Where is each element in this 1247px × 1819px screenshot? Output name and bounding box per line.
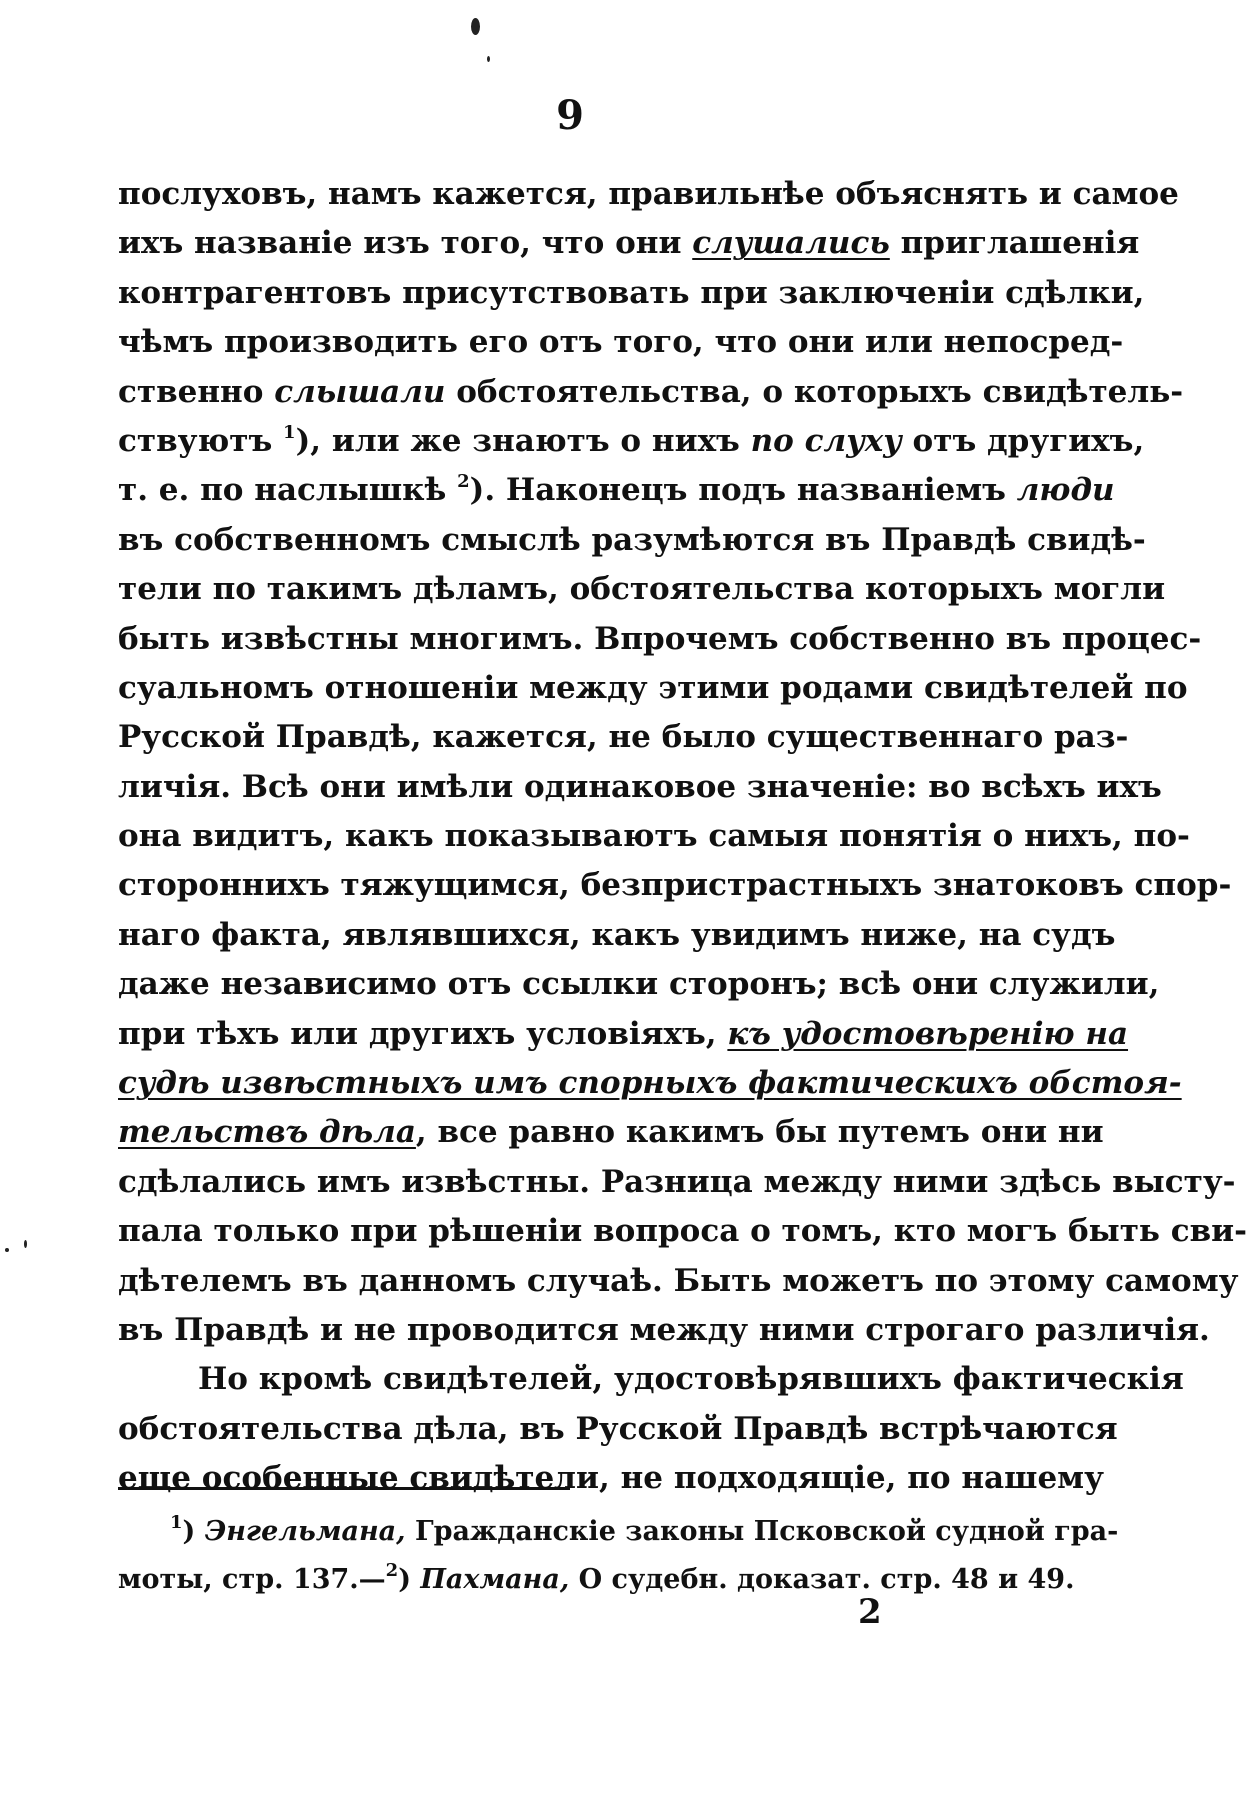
text-run: при тѣхъ или другихъ условіяхъ, — [118, 1015, 728, 1052]
body-line — [118, 1010, 1129, 1059]
text-run: ). Наконецъ подъ названіемъ — [469, 472, 1017, 509]
text-run: обстоятельства, о которыхъ свидѣтель- — [445, 373, 1184, 410]
text-run: контрагентовъ присутствовать при заключеніи сдѣлки, — [118, 274, 1145, 311]
underlined-italic-text: къ удостовѣренію на — [727, 1015, 1129, 1052]
text-run: моты, стр. 137.— — [118, 1564, 386, 1595]
text-run: стороннихъ тяжущимся, безпристрастныхъ знатоковъ спор- — [118, 867, 1232, 904]
text-run: сдѣлались имъ извѣстны. Разница между ними здѣсь высту- — [118, 1163, 1236, 1200]
body-line — [118, 615, 1202, 664]
body-line — [118, 417, 1145, 466]
text-run: ), или же знаютъ о нихъ — [295, 422, 751, 459]
text-run: чѣмъ производить его отъ того, что они или непосред- — [118, 324, 1124, 361]
italic-text: люди — [1016, 472, 1115, 509]
text-run: , все равно какимъ бы путемъ они ни — [415, 1114, 1104, 1151]
text-run: О судебн. доказат. стр. 48 и 49. — [569, 1564, 1075, 1595]
text-run: ) — [182, 1516, 205, 1547]
text-run: дѣтелемъ въ данномъ случаѣ. Быть можетъ по этому самому — [118, 1262, 1239, 1299]
printer-signature-mark: 2 — [858, 1592, 882, 1632]
footnote-marker: 2 — [457, 471, 470, 493]
body-line — [118, 269, 1145, 318]
ink-speck — [5, 1248, 9, 1252]
italic-text: слышали — [274, 373, 446, 410]
body-line — [118, 763, 1162, 812]
italic-text: по слуху — [750, 422, 902, 459]
text-run: ) — [398, 1564, 421, 1595]
text-run: пала только при рѣшеніи вопроса о томъ, кто могъ быть сви- — [118, 1213, 1247, 1250]
body-line — [118, 1454, 1104, 1503]
footnote-marker: 1 — [170, 1512, 183, 1533]
body-line — [118, 911, 1116, 960]
text-run: послуховъ, намъ кажется, правильнѣе объяснять и самое — [118, 176, 1179, 212]
body-line — [118, 1405, 1118, 1454]
body-line — [118, 812, 1190, 861]
underlined-italic-text: тельствъ дѣла — [118, 1114, 416, 1151]
body-line — [118, 1257, 1239, 1306]
footnotes — [118, 1508, 1119, 1604]
ink-speck — [487, 56, 490, 62]
body-line — [118, 318, 1124, 367]
text-run: быть извѣстны многимъ. Впрочемъ собственно въ процес- — [118, 620, 1202, 657]
text-run: ихъ названіе изъ того, что они — [118, 225, 693, 262]
text-run: приглашенія — [889, 225, 1140, 262]
text-run: она видитъ, какъ показываютъ самыя понятія о нихъ, по- — [118, 818, 1190, 855]
body-line — [118, 466, 1115, 515]
footnote-marker: 1 — [283, 421, 296, 443]
text-run: суальномъ отношеніи между этими родами свидѣтелей по — [118, 669, 1188, 706]
text-run: Русской Правдѣ, кажется, не было существеннаго раз- — [118, 719, 1129, 756]
text-run: наго факта, являвшихся, какъ увидимъ ниже, на судъ — [118, 916, 1116, 953]
text-run: въ Правдѣ и не проводится между ними строгаго различія. — [118, 1311, 1210, 1348]
text-run: т. е. по наслышкѣ — [118, 472, 458, 509]
underlined-italic-text: слушались — [692, 225, 890, 262]
ink-speck — [471, 18, 480, 35]
body-line — [118, 713, 1129, 762]
text-run: ствуютъ — [118, 422, 284, 459]
footnote-line — [118, 1556, 1075, 1604]
body-line — [118, 960, 1160, 1009]
body-line — [118, 368, 1184, 417]
ink-speck — [24, 1240, 27, 1248]
body-line — [118, 1306, 1210, 1355]
footnote-separator — [118, 1487, 570, 1490]
main-text — [118, 170, 1247, 1504]
body-line — [118, 1059, 1182, 1108]
body-line — [118, 219, 1140, 268]
body-line — [118, 861, 1232, 910]
footnote-line — [118, 1508, 1119, 1556]
body-line — [118, 1355, 1184, 1404]
text-run: ственно — [118, 373, 275, 410]
page-number: 9 — [556, 92, 584, 139]
body-line — [118, 1158, 1236, 1207]
text-run: тели по такимъ дѣламъ, обстоятельства которыхъ могли — [118, 571, 1166, 608]
body-line — [118, 565, 1166, 614]
underlined-italic-text: судѣ извѣстныхъ имъ спорныхъ фактическихъ обстоя- — [118, 1065, 1182, 1102]
text-run: отъ другихъ, — [901, 422, 1145, 459]
body-line — [118, 516, 1146, 565]
text-run: Но кромѣ свидѣтелей, удостовѣрявшихъ фактическія — [198, 1361, 1184, 1398]
text-run: личія. Всѣ они имѣли одинаковое значеніе: во всѣхъ ихъ — [118, 768, 1162, 805]
text-run: въ собственномъ смыслѣ разумѣются въ Правдѣ свидѣ- — [118, 521, 1146, 558]
text-run: даже независимо отъ ссылки сторонъ; всѣ они служили, — [118, 966, 1160, 1003]
body-line — [118, 1207, 1247, 1256]
body-line — [118, 170, 1179, 219]
body-line — [118, 1108, 1104, 1157]
footnote-marker: 2 — [385, 1560, 399, 1581]
italic-text: Энгельмана, — [204, 1516, 406, 1547]
body-line — [118, 664, 1188, 713]
text-run: еще особенные свидѣтели, не подходящіе, по нашему — [118, 1460, 1104, 1497]
text-run: обстоятельства дѣла, въ Русской Правдѣ встрѣчаются — [118, 1410, 1118, 1447]
text-run: Гражданскіе законы Псковской судной гра- — [405, 1516, 1119, 1547]
italic-text: Пахмана, — [420, 1564, 570, 1595]
